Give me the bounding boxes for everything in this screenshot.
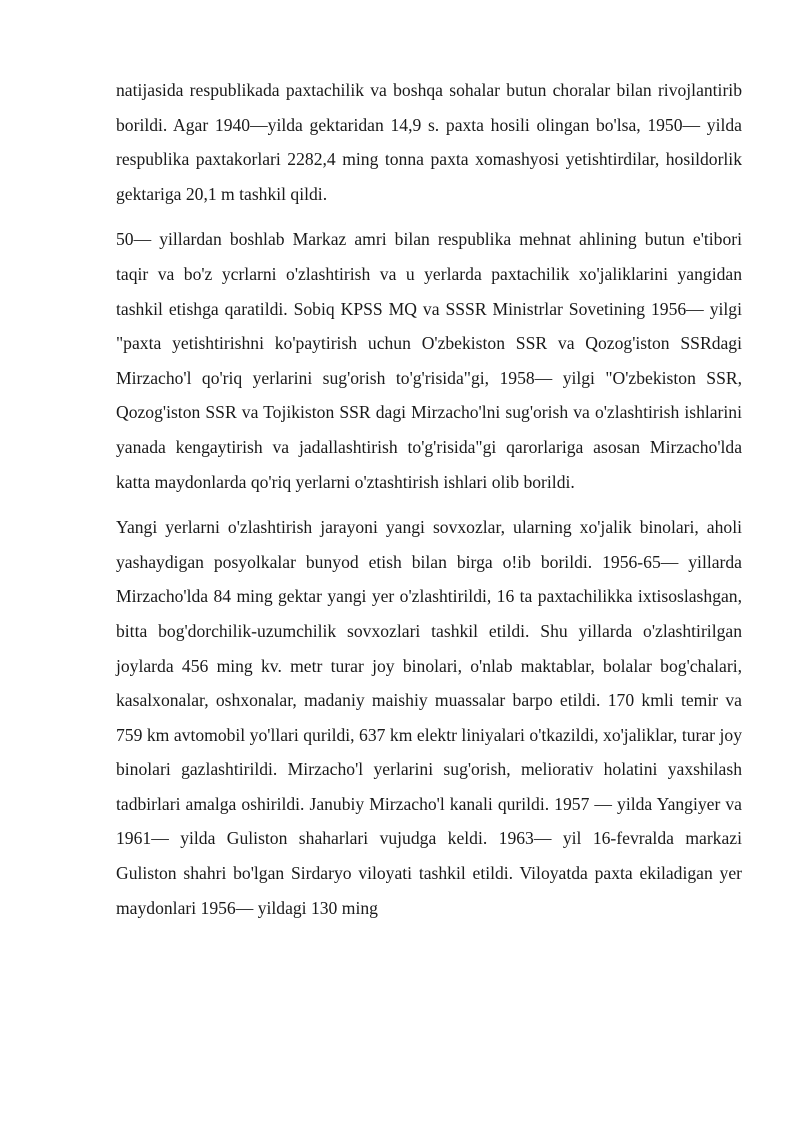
paragraph-3: Yangi yerlarni o'zlashtirish jarayoni yangi sovxozlar, ularning xo'jalik binolari, aholi yashaydigan posyolkalar bunyod etish bilan birga o!ib borildi. 1956-65— yillarda Mirzacho'lda 84 ming gektar yangi yer o'zlashtirildi, 16 ta paxtachilikka ixtisoslashgan, bitta bog'dorchilik-uzumchilik sovxozlari tashkil etildi. Shu yillarda o'zlashtirilgan joylarda 456 ming kv. metr turar joy binolari, o'nlab maktablar, bolalar bog'chalari, kasalxonalar, oshxonalar, madaniy maishiy muassalar barpo etildi. 170 kmli temir va 759 km avtomobil yo'llari qurildi, 637 km elektr liniyalari o'tkazildi, xo'jaliklar, turar joy binolari gazlashtirildi. Mirzacho'l yerlarini sug'orish, meliorativ holatini yaxshilash tadbirlari amalga oshirildi. Janubiy Mirzacho'l kanali qurildi. 1957 — yilda Yangiyer va 1961— yilda Guliston shaharlari vujudga keldi. 1963— yil 16-fevralda markazi Guliston shahri bo'lgan Sirdaryo viloyati tashkil etildi. Viloyatda paxta ekiladigan yer maydonlari 1956— yildagi 130 ming xyxy=(116,517,742,918)
paragraph-2: 50— yillardan boshlab Markaz amri bilan respublika mehnat ahlining butun e'tibori taqir va bo'z ycrlarni o'zlashtirish va u yerlarda paxtachilik xo'jaliklarini yangidan tashkil etishga qaratildi. Sobiq KPSS MQ va SSSR Ministrlar Sovetining 1956— yilgi "paxta yetishtirishni ko'paytirish uchun O'zbekiston SSR va Qozog'iston SSRdagi Mirzacho'l qo'riq yerlarini sug'orish to'g'risida"gi, 1958— yilgi "O'zbekiston SSR, Qozog'iston SSR va Tojikiston SSR dagi Mirzacho'lni sug'orish va o'zlashtirish ishlarini yanada kengaytirish va jadallashtirish to'g'risida"gi qarorlariga asosan Mirzacho'lda katta maydonlarda qo'riq yerlarni o'ztashtirish ishlari olib borildi. xyxy=(116,229,742,492)
paragraph-1: natijasida respublikada paxtachilik va boshqa sohalar butun choralar bilan rivojlantirib borildi. Agar 1940—yilda gektaridan 14,9 s. paxta hosili olingan bo'lsa, 1950— yilda respublika paxtakorlari 2282,4 ming tonna paxta xomashyosi yetishtirdilar, hosildorlik gektariga 20,1 m tashkil qildi. xyxy=(116,80,742,204)
document-body xyxy=(116,73,742,936)
